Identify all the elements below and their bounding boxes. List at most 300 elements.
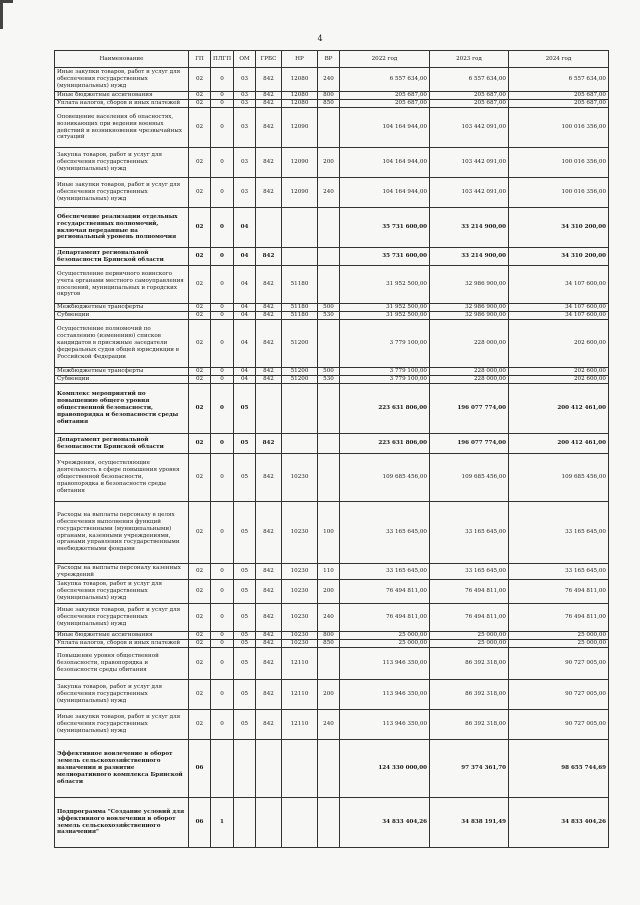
cell-2022: 3 779 100,00 (340, 376, 430, 384)
cell-name: Субвенции (55, 312, 189, 320)
cell-2022: 31 952 500,00 (340, 266, 430, 304)
cell-nr: 12080 (282, 100, 318, 108)
cell-gp: 02 (189, 320, 211, 368)
cell-om: 05 (234, 680, 256, 710)
cell-nr: 12080 (282, 92, 318, 100)
cell-grbs: 842 (256, 632, 282, 640)
cell-2023: 76 494 811,00 (430, 580, 509, 604)
cell-2023: 33 165 645,00 (430, 564, 509, 580)
cell-2024: 34 107 600,00 (509, 312, 609, 320)
cell-gp: 06 (189, 798, 211, 848)
cell-2024: 34 107 600,00 (509, 304, 609, 312)
cell-vr (318, 108, 340, 148)
table-body (55, 68, 609, 848)
cell-plgp: 0 (211, 148, 234, 178)
table-row (55, 376, 609, 384)
cell-vr: 850 (318, 100, 340, 108)
table-row (55, 312, 609, 320)
cell-gp: 02 (189, 148, 211, 178)
cell-2022: 104 164 944,00 (340, 178, 430, 208)
cell-plgp: 0 (211, 320, 234, 368)
cell-gp: 02 (189, 604, 211, 632)
header-plgp: ПЛГП (211, 51, 234, 68)
cell-2023: 86 392 318,00 (430, 710, 509, 740)
cell-name: Осуществление первичного воинского учета органами местного самоуправления поселений, муниципальных и городских округов (55, 266, 189, 304)
table-row (55, 178, 609, 208)
cell-plgp: 0 (211, 312, 234, 320)
cell-2023: 33 214 900,00 (430, 248, 509, 266)
cell-2023: 109 685 456,00 (430, 454, 509, 502)
cell-om: 03 (234, 68, 256, 92)
cell-om: 05 (234, 454, 256, 502)
cell-name: Иные закупки товаров, работ и услуг для обеспечения государственных (муниципальных) нужд (55, 68, 189, 92)
table-row (55, 502, 609, 564)
cell-grbs (256, 740, 282, 798)
cell-2024: 100 016 356,00 (509, 148, 609, 178)
cell-2022: 25 000,00 (340, 632, 430, 640)
cell-grbs: 842 (256, 640, 282, 648)
cell-om: 04 (234, 376, 256, 384)
cell-nr (282, 248, 318, 266)
cell-name: Оповещение населения об опасностях, возникающих при ведении военных действий и возникновении чрезвычайных ситуаций (55, 108, 189, 148)
cell-vr (318, 266, 340, 304)
table-row (55, 640, 609, 648)
cell-name: Иные бюджетные ассигнования (55, 632, 189, 640)
cell-2022: 223 631 806,00 (340, 384, 430, 434)
cell-gp: 06 (189, 740, 211, 798)
cell-2022: 113 946 350,00 (340, 710, 430, 740)
cell-vr: 500 (318, 368, 340, 376)
table-row (55, 248, 609, 266)
cell-om: 03 (234, 108, 256, 148)
cell-plgp: 0 (211, 648, 234, 680)
table-row (55, 320, 609, 368)
cell-om: 03 (234, 148, 256, 178)
cell-name: Закупка товаров, работ и услуг для обеспечения государственных (муниципальных) нужд (55, 580, 189, 604)
cell-vr: 800 (318, 92, 340, 100)
cell-2024: 100 016 356,00 (509, 178, 609, 208)
cell-vr: 500 (318, 304, 340, 312)
cell-name: Закупка товаров, работ и услуг для обеспечения государственных (муниципальных) нужд (55, 148, 189, 178)
cell-2023: 97 374 361,70 (430, 740, 509, 798)
table-row (55, 92, 609, 100)
cell-2022: 124 330 000,00 (340, 740, 430, 798)
cell-2022: 76 494 811,00 (340, 604, 430, 632)
table-row (55, 564, 609, 580)
cell-nr: 51180 (282, 266, 318, 304)
cell-2024: 202 600,00 (509, 368, 609, 376)
cell-vr (318, 248, 340, 266)
cell-plgp: 0 (211, 434, 234, 454)
cell-gp: 02 (189, 304, 211, 312)
cell-grbs: 842 (256, 304, 282, 312)
cell-name: Иные закупки товаров, работ и услуг для обеспечения государственных (муниципальных) нужд (55, 178, 189, 208)
cell-name: Комплекс мероприятий по повышению общего уровня общественной безопасности, правопорядка и безопасности среды обитания (55, 384, 189, 434)
cell-2024: 90 727 005,00 (509, 710, 609, 740)
cell-plgp: 0 (211, 632, 234, 640)
cell-2024: 76 494 811,00 (509, 580, 609, 604)
cell-gp: 02 (189, 710, 211, 740)
cell-2023: 228 000,00 (430, 376, 509, 384)
cell-vr: 200 (318, 148, 340, 178)
cell-grbs: 842 (256, 580, 282, 604)
cell-gp: 02 (189, 564, 211, 580)
cell-name: Учреждения, осуществляющие деятельность в сфере повышения уровня общественной безопасности, правопорядка и безопасности среды обитания (55, 454, 189, 502)
cell-om: 04 (234, 368, 256, 376)
cell-nr (282, 798, 318, 848)
cell-vr: 240 (318, 710, 340, 740)
cell-plgp: 0 (211, 178, 234, 208)
cell-om: 03 (234, 100, 256, 108)
cell-grbs: 842 (256, 454, 282, 502)
cell-2022: 223 631 806,00 (340, 434, 430, 454)
cell-2023: 205 687,00 (430, 100, 509, 108)
cell-om: 05 (234, 710, 256, 740)
cell-plgp: 1 (211, 798, 234, 848)
cell-vr: 200 (318, 580, 340, 604)
cell-om (234, 798, 256, 848)
cell-2024: 205 687,00 (509, 100, 609, 108)
table-row (55, 604, 609, 632)
cell-name: Эффективное вовлечение в оборот земель сельскохозяйственного назначения и развитие мелиоративного комплекса Брянской области (55, 740, 189, 798)
table-row (55, 266, 609, 304)
cell-2022: 205 687,00 (340, 100, 430, 108)
cell-grbs: 842 (256, 108, 282, 148)
cell-grbs: 842 (256, 92, 282, 100)
cell-2023: 32 986 900,00 (430, 312, 509, 320)
cell-2023: 33 165 645,00 (430, 502, 509, 564)
cell-nr (282, 208, 318, 248)
header-2024: 2024 год (509, 51, 609, 68)
cell-gp: 02 (189, 454, 211, 502)
cell-om: 04 (234, 304, 256, 312)
cell-gp: 02 (189, 248, 211, 266)
cell-gp: 02 (189, 92, 211, 100)
cell-nr: 10230 (282, 604, 318, 632)
cell-nr: 10230 (282, 564, 318, 580)
cell-2024: 90 727 005,00 (509, 648, 609, 680)
cell-name: Уплата налогов, сборов и иных платежей (55, 100, 189, 108)
table-row (55, 434, 609, 454)
cell-vr (318, 208, 340, 248)
cell-gp: 02 (189, 632, 211, 640)
cell-plgp: 0 (211, 208, 234, 248)
cell-name: Департамент региональной безопасности Брянской области (55, 248, 189, 266)
cell-name: Иные закупки товаров, работ и услуг для обеспечения государственных (муниципальных) нужд (55, 604, 189, 632)
cell-2024: 25 000,00 (509, 632, 609, 640)
cell-2024: 100 016 356,00 (509, 108, 609, 148)
cell-grbs: 842 (256, 320, 282, 368)
cell-plgp: 0 (211, 680, 234, 710)
cell-nr: 10230 (282, 632, 318, 640)
table-row (55, 454, 609, 502)
cell-vr (318, 454, 340, 502)
cell-plgp (211, 740, 234, 798)
cell-gp: 02 (189, 208, 211, 248)
cell-gp: 02 (189, 648, 211, 680)
cell-plgp: 0 (211, 454, 234, 502)
table-row (55, 710, 609, 740)
cell-2022: 33 165 645,00 (340, 564, 430, 580)
header-name: Наименование (55, 51, 189, 68)
cell-nr (282, 434, 318, 454)
cell-2024: 25 000,00 (509, 640, 609, 648)
cell-vr: 530 (318, 312, 340, 320)
cell-vr (318, 798, 340, 848)
cell-grbs: 842 (256, 502, 282, 564)
table-row (55, 100, 609, 108)
cell-vr: 100 (318, 502, 340, 564)
cell-nr: 12110 (282, 680, 318, 710)
cell-om: 03 (234, 92, 256, 100)
cell-om: 03 (234, 178, 256, 208)
cell-om: 05 (234, 648, 256, 680)
header-vr: ВР (318, 51, 340, 68)
cell-grbs: 842 (256, 710, 282, 740)
cell-2022: 34 833 404,26 (340, 798, 430, 848)
cell-gp: 02 (189, 108, 211, 148)
cell-2022: 33 165 645,00 (340, 502, 430, 564)
cell-plgp: 0 (211, 384, 234, 434)
cell-gp: 02 (189, 640, 211, 648)
cell-grbs (256, 798, 282, 848)
cell-nr (282, 384, 318, 434)
header-2023: 2023 год (430, 51, 509, 68)
header-grbs: ГРБС (256, 51, 282, 68)
cell-vr: 850 (318, 640, 340, 648)
cell-2022: 35 731 600,00 (340, 248, 430, 266)
cell-grbs: 842 (256, 368, 282, 376)
cell-name: Департамент региональной безопасности Брянской области (55, 434, 189, 454)
cell-2022: 205 687,00 (340, 92, 430, 100)
cell-nr: 12080 (282, 68, 318, 92)
cell-nr: 51200 (282, 320, 318, 368)
cell-grbs (256, 208, 282, 248)
cell-vr (318, 384, 340, 434)
cell-2024: 34 310 200,00 (509, 208, 609, 248)
cell-plgp: 0 (211, 564, 234, 580)
cell-plgp: 0 (211, 248, 234, 266)
cell-2022: 35 731 600,00 (340, 208, 430, 248)
cell-om: 04 (234, 266, 256, 304)
header-2022: 2022 год (340, 51, 430, 68)
cell-grbs: 842 (256, 178, 282, 208)
cell-grbs: 842 (256, 680, 282, 710)
table-row (55, 148, 609, 178)
cell-gp: 02 (189, 580, 211, 604)
cell-2024: 34 107 600,00 (509, 266, 609, 304)
cell-om: 05 (234, 580, 256, 604)
cell-2024: 33 165 645,00 (509, 564, 609, 580)
cell-grbs: 842 (256, 266, 282, 304)
cell-2022: 104 164 944,00 (340, 148, 430, 178)
cell-grbs: 842 (256, 604, 282, 632)
cell-nr: 12090 (282, 148, 318, 178)
cell-om: 05 (234, 502, 256, 564)
cell-vr: 240 (318, 604, 340, 632)
cell-plgp: 0 (211, 266, 234, 304)
header-om: ОМ (234, 51, 256, 68)
cell-plgp: 0 (211, 376, 234, 384)
cell-2023: 25 000,00 (430, 632, 509, 640)
cell-om: 04 (234, 208, 256, 248)
cell-gp: 02 (189, 100, 211, 108)
table-row (55, 680, 609, 710)
cell-gp: 02 (189, 368, 211, 376)
cell-plgp: 0 (211, 604, 234, 632)
cell-om: 04 (234, 320, 256, 368)
cell-2024: 202 600,00 (509, 376, 609, 384)
cell-om: 05 (234, 640, 256, 648)
cell-name: Осуществление полномочий по составлению (изменению) списков кандидатов в присяжные заседатели федеральных судов общей юрисдикции в Российской Федерации (55, 320, 189, 368)
scan-corner-mark (0, 0, 13, 29)
cell-name: Повышение уровня общественной безопасности, правопорядка и безопасности среды обитания (55, 648, 189, 680)
table-row (55, 632, 609, 640)
cell-grbs: 842 (256, 564, 282, 580)
cell-2022: 31 952 500,00 (340, 312, 430, 320)
cell-om: 05 (234, 384, 256, 434)
cell-gp: 02 (189, 502, 211, 564)
cell-2023: 25 000,00 (430, 640, 509, 648)
cell-2022: 104 164 944,00 (340, 108, 430, 148)
cell-plgp: 0 (211, 368, 234, 376)
cell-2023: 205 687,00 (430, 92, 509, 100)
cell-2024: 34 310 200,00 (509, 248, 609, 266)
budget-table (54, 50, 609, 848)
cell-plgp: 0 (211, 640, 234, 648)
table-row (55, 108, 609, 148)
cell-vr: 200 (318, 680, 340, 710)
cell-name: Обеспечение реализации отдельных государственных полномочий, включая переданные на региональный уровень полномочия (55, 208, 189, 248)
page-number: 4 (317, 34, 323, 43)
cell-grbs: 842 (256, 100, 282, 108)
cell-name: Субвенции (55, 376, 189, 384)
cell-2024: 90 727 005,00 (509, 680, 609, 710)
cell-plgp: 0 (211, 304, 234, 312)
cell-nr: 51180 (282, 304, 318, 312)
cell-plgp: 0 (211, 580, 234, 604)
cell-name: Закупка товаров, работ и услуг для обеспечения государственных (муниципальных) нужд (55, 680, 189, 710)
cell-vr: 530 (318, 376, 340, 384)
cell-nr: 51200 (282, 368, 318, 376)
cell-vr: 240 (318, 68, 340, 92)
cell-om: 05 (234, 564, 256, 580)
cell-nr: 10230 (282, 502, 318, 564)
cell-name: Подпрограмма "Создание условий для эффективного вовлечения в оборот земель сельскохозяйственного назначения" (55, 798, 189, 848)
cell-gp: 02 (189, 680, 211, 710)
cell-2023: 86 392 318,00 (430, 648, 509, 680)
cell-grbs: 842 (256, 312, 282, 320)
cell-2022: 113 946 350,00 (340, 680, 430, 710)
cell-plgp: 0 (211, 68, 234, 92)
cell-2023: 103 442 091,00 (430, 148, 509, 178)
cell-2023: 76 494 811,00 (430, 604, 509, 632)
cell-vr (318, 434, 340, 454)
cell-om (234, 740, 256, 798)
cell-gp: 02 (189, 312, 211, 320)
cell-2023: 103 442 091,00 (430, 178, 509, 208)
cell-2024: 200 412 461,00 (509, 384, 609, 434)
cell-plgp: 0 (211, 710, 234, 740)
cell-2024: 76 494 811,00 (509, 604, 609, 632)
cell-2023: 6 557 634,00 (430, 68, 509, 92)
cell-grbs: 842 (256, 376, 282, 384)
cell-om: 05 (234, 434, 256, 454)
cell-nr: 51200 (282, 376, 318, 384)
cell-vr (318, 320, 340, 368)
cell-nr: 51180 (282, 312, 318, 320)
cell-2024: 205 687,00 (509, 92, 609, 100)
cell-plgp: 0 (211, 100, 234, 108)
cell-2023: 228 000,00 (430, 368, 509, 376)
cell-name: Расходы на выплаты персоналу в целях обеспечения выполнения функций государственными (муниципальными) органами, казенными учреждениями, органами управления государственными внебюджетными фондами (55, 502, 189, 564)
cell-2023: 32 986 900,00 (430, 266, 509, 304)
cell-2022: 31 952 500,00 (340, 304, 430, 312)
cell-2022: 113 946 350,00 (340, 648, 430, 680)
cell-2023: 34 838 191,49 (430, 798, 509, 848)
cell-grbs: 842 (256, 148, 282, 178)
cell-vr: 800 (318, 632, 340, 640)
header-nr: НР (282, 51, 318, 68)
cell-2023: 33 214 900,00 (430, 208, 509, 248)
cell-om: 04 (234, 248, 256, 266)
cell-gp: 02 (189, 178, 211, 208)
table-row (55, 384, 609, 434)
cell-name: Иные бюджетные ассигнования (55, 92, 189, 100)
cell-gp: 02 (189, 266, 211, 304)
cell-name: Иные закупки товаров, работ и услуг для обеспечения государственных (муниципальных) нужд (55, 710, 189, 740)
cell-nr: 10230 (282, 640, 318, 648)
cell-plgp: 0 (211, 92, 234, 100)
cell-nr: 10230 (282, 580, 318, 604)
cell-2022: 3 779 100,00 (340, 368, 430, 376)
cell-plgp: 0 (211, 502, 234, 564)
cell-name: Расходы на выплаты персоналу казенных учреждений (55, 564, 189, 580)
cell-name: Межбюджетные трансферты (55, 368, 189, 376)
table-row (55, 740, 609, 798)
table-header (55, 51, 609, 68)
cell-grbs: 842 (256, 248, 282, 266)
cell-name: Межбюджетные трансферты (55, 304, 189, 312)
cell-2023: 228 000,00 (430, 320, 509, 368)
cell-2023: 196 077 774,00 (430, 384, 509, 434)
cell-2023: 32 986 900,00 (430, 304, 509, 312)
table-row (55, 798, 609, 848)
cell-gp: 02 (189, 68, 211, 92)
cell-nr: 12090 (282, 178, 318, 208)
cell-nr (282, 740, 318, 798)
table-row (55, 68, 609, 92)
cell-2024: 98 655 744,69 (509, 740, 609, 798)
cell-2023: 86 392 318,00 (430, 680, 509, 710)
cell-nr: 12110 (282, 648, 318, 680)
table-row (55, 580, 609, 604)
table-row (55, 208, 609, 248)
cell-om: 05 (234, 604, 256, 632)
cell-2022: 25 000,00 (340, 640, 430, 648)
cell-2022: 6 557 634,00 (340, 68, 430, 92)
cell-nr: 12110 (282, 710, 318, 740)
cell-name: Уплата налогов, сборов и иных платежей (55, 640, 189, 648)
cell-2022: 109 685 456,00 (340, 454, 430, 502)
table-row (55, 648, 609, 680)
cell-om: 04 (234, 312, 256, 320)
table-row (55, 368, 609, 376)
cell-2024: 109 685 456,00 (509, 454, 609, 502)
cell-vr: 110 (318, 564, 340, 580)
cell-2024: 202 600,00 (509, 320, 609, 368)
cell-plgp: 0 (211, 108, 234, 148)
